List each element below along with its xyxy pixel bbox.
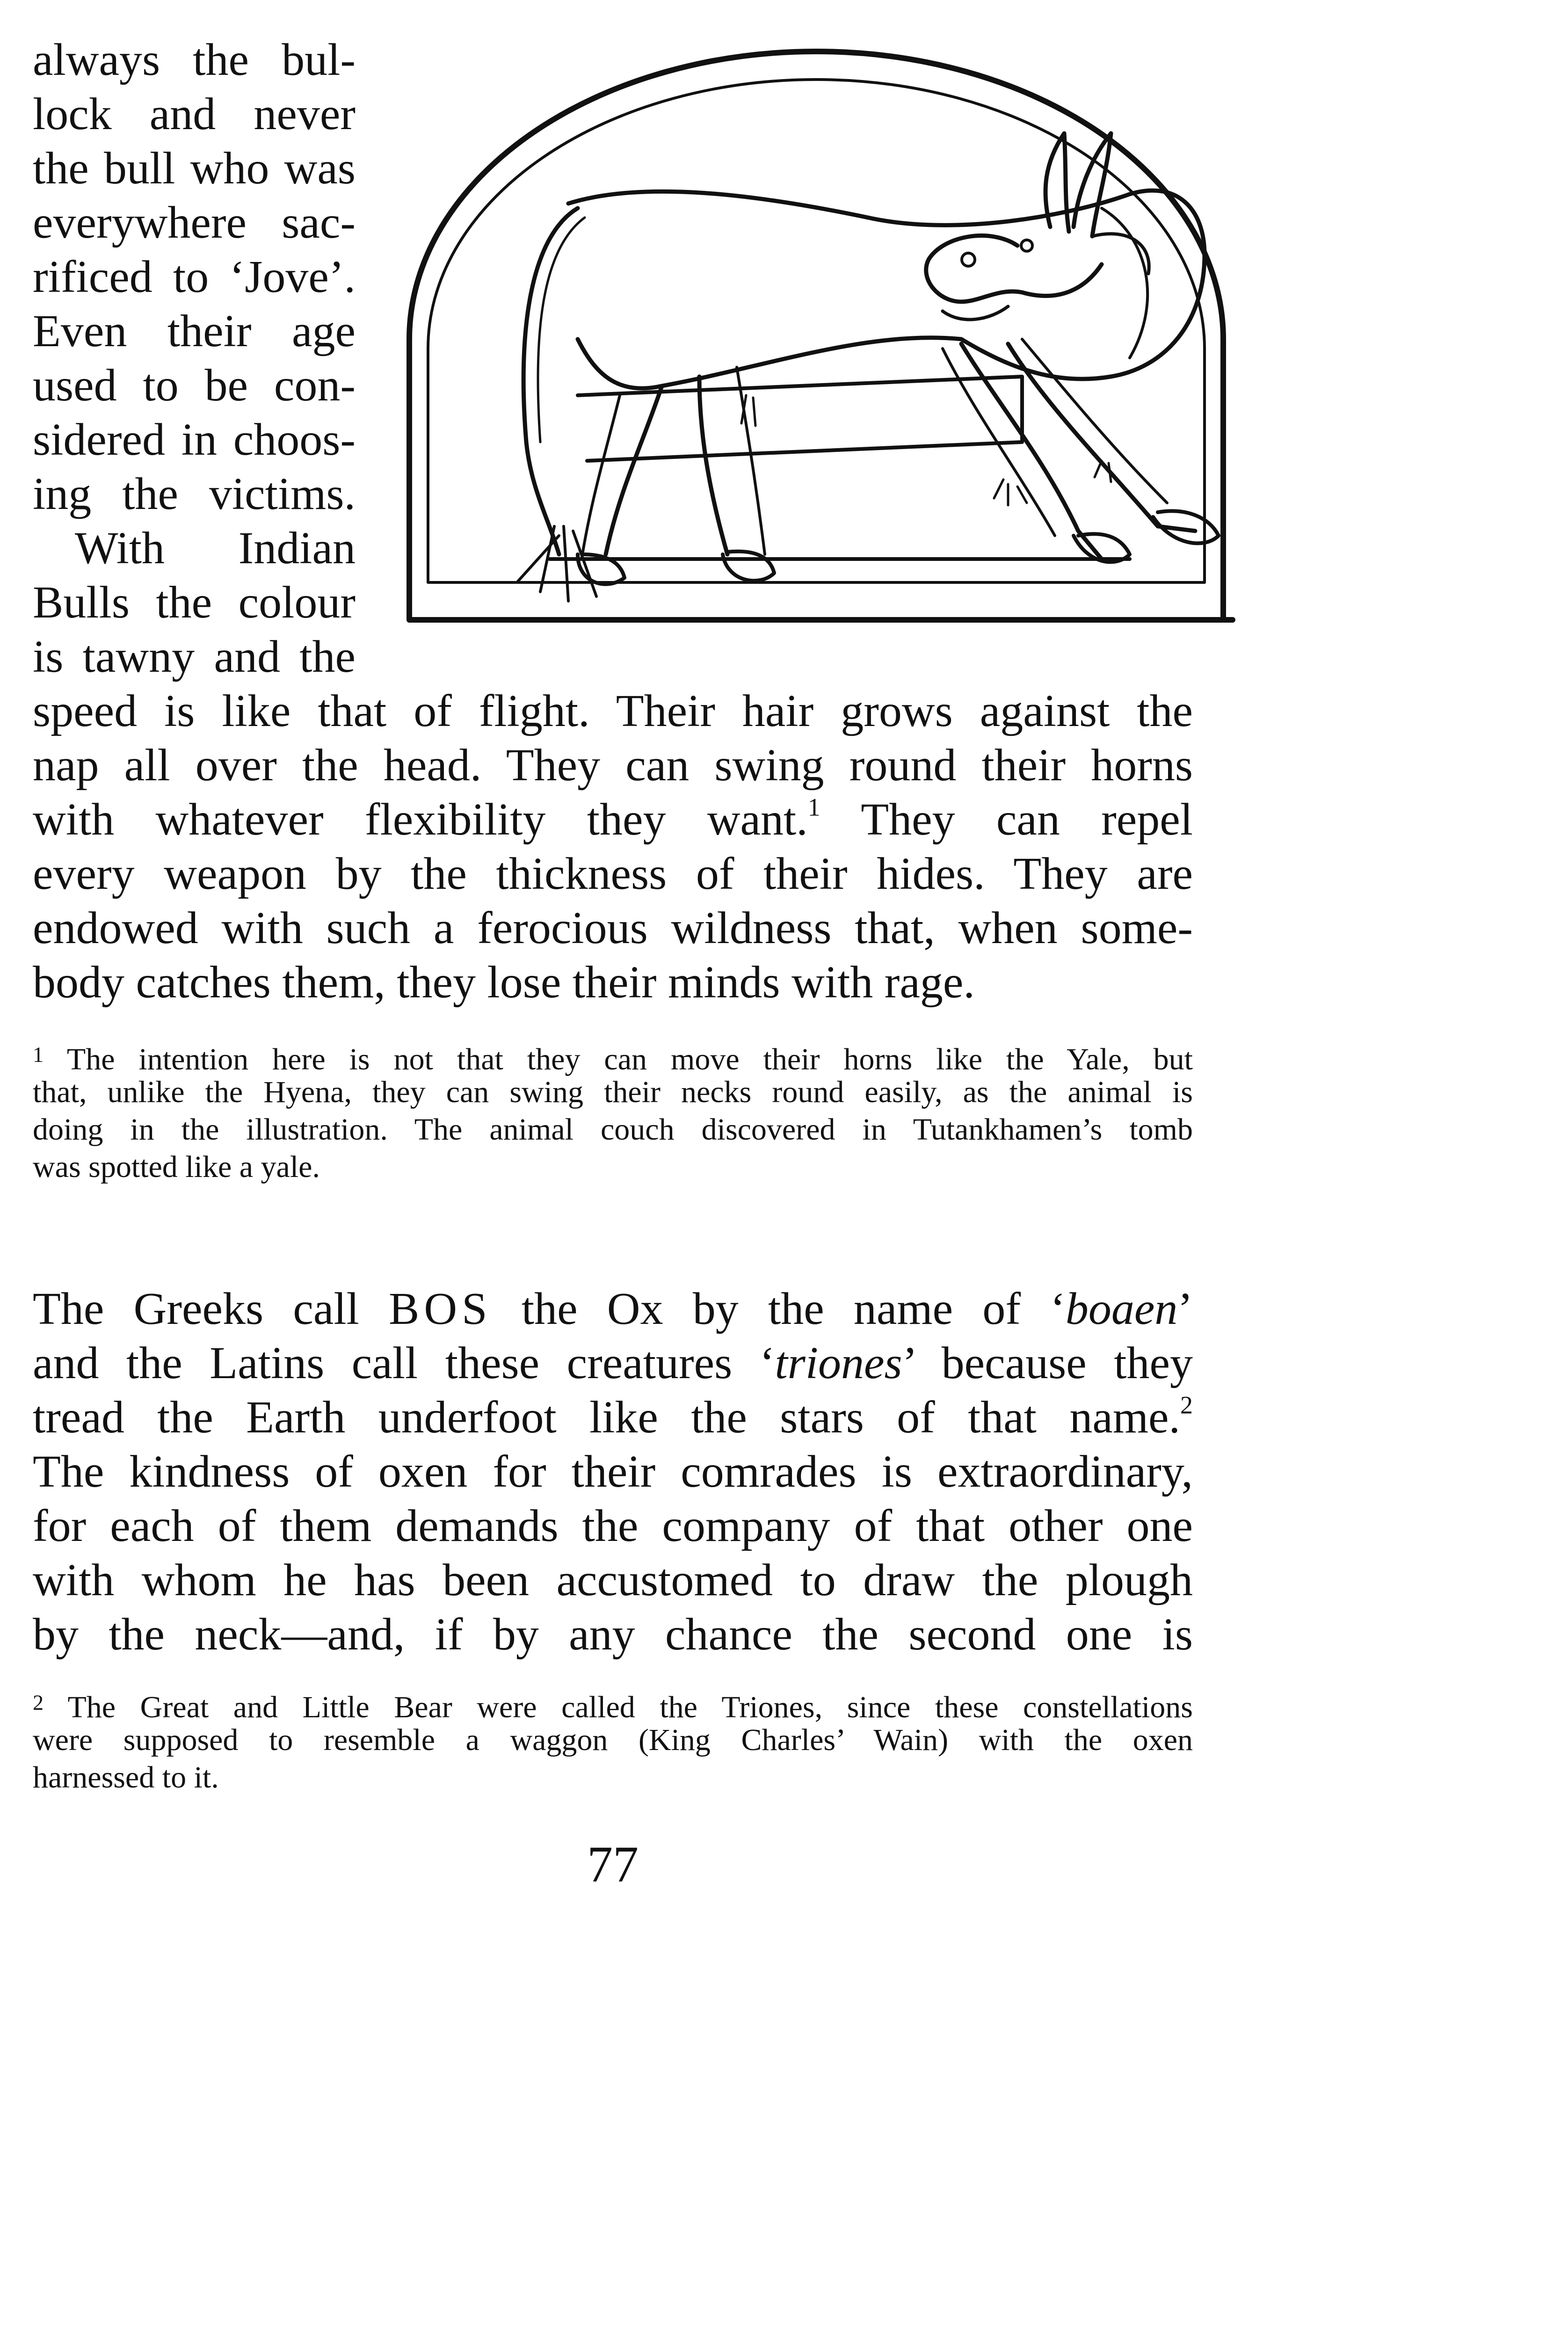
footnote-ref-1[interactable]: 1 [807,793,820,821]
footnote-marker: 2 [33,1691,44,1714]
footnote-text: The Great and Little Bear were called the Triones, since these constellations [67,1690,1193,1725]
text-segment: BOS [389,1284,492,1334]
text-line: endowed with such a ferocious wildness that, when some- [33,903,1193,953]
text-line: With Indian [75,523,356,574]
text-segment: the Ox by the name of ‘ [521,1284,1066,1334]
text-line: the bull who was [33,143,356,194]
italic-word: triones [775,1338,902,1388]
text-line: by the neck—and, if by any chance the second one is [33,1609,1193,1660]
text-line: is tawny and the [33,632,356,682]
italic-word: boaen [1065,1284,1178,1334]
text-line: speed is like that of flight. Their hair grows against the [33,686,1193,736]
text-line: nap all over the head. They can swing round their horns [33,740,1193,791]
text-line: everywhere sac- [33,197,356,248]
footnote-line [33,1036,1193,1078]
text-segment: with whatever flexibility they want. [33,794,808,845]
footnote-ref-2[interactable]: 2 [1180,1391,1193,1419]
text-line: Even their age [33,306,356,356]
text-segment: and the Latins call these creatures ‘ [33,1338,775,1388]
text-segment: ’ [1177,1284,1193,1334]
footnote-line: doing in the illustration. The animal couch discovered in Tutankhamen’s tomb [33,1112,1193,1147]
footnote-text: The intention here is not that they can move their horns like the Yale, but [66,1042,1193,1077]
text-line: always the bul- [33,35,356,85]
text-line: lock and never [33,89,356,139]
text-segment: ’ because they [902,1338,1193,1388]
text-line [33,1282,1193,1336]
footnote-marker: 1 [33,1043,44,1067]
page-number: 77 [587,1836,639,1893]
text-line: with whom he has been accustomed to draw the plough [33,1555,1193,1605]
footnote-line [33,1684,1193,1726]
text-line: for each of them demands the company of that other one [33,1501,1193,1551]
text-line: used to be con- [33,360,356,411]
text-line [33,1390,1193,1445]
text-segment: They can repel [861,794,1193,845]
text-line [33,792,1193,847]
text-segment: The Greeks call [33,1284,359,1334]
footnote-line: were supposed to resemble a waggon (King Charles’ Wain) with the oxen [33,1723,1193,1757]
text-line: body catches them, they lose their minds with rage. [33,957,975,1008]
footnote-line: that, unlike the Hyena, they can swing their necks round easily, as the animal is [33,1075,1193,1109]
text-line: every weapon by the thickness of their hides. They are [33,849,1193,899]
text-line [33,1336,1193,1390]
text-segment: tread the Earth underfoot like the stars of that name. [33,1392,1181,1443]
bull-illustration [400,40,1242,662]
footnote-line: harnessed to it. [33,1760,219,1794]
text-line: The kindness of oxen for their comrades is extraordinary, [33,1446,1193,1497]
text-line: rificed to ‘Jove’. [33,252,356,302]
footnote-line: was spotted like a yale. [33,1150,320,1184]
text-line: Bulls the colour [33,577,356,628]
text-line: ing the victims. [33,469,356,519]
text-line: sidered in choos- [33,414,356,465]
